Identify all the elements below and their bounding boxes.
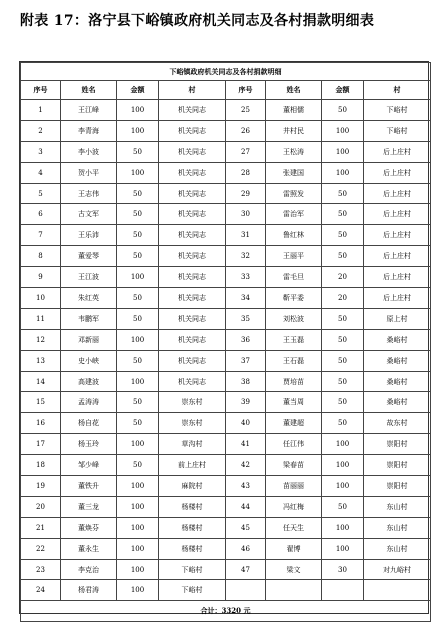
seq-cell: 19 xyxy=(21,476,61,497)
amount-cell: 50 xyxy=(117,141,159,162)
seq-cell: 7 xyxy=(21,225,61,246)
name-cell: 董三龙 xyxy=(61,496,117,517)
name-cell: 任江伟 xyxy=(266,434,322,455)
village-cell: 机关同志 xyxy=(159,350,226,371)
seq-cell: 35 xyxy=(226,308,266,329)
total-cell: 合计：3320 元 xyxy=(21,601,431,622)
amount-cell: 50 xyxy=(322,371,364,392)
amount-cell: 50 xyxy=(322,204,364,225)
seq-cell: 13 xyxy=(21,350,61,371)
amount-cell: 100 xyxy=(117,517,159,538)
amount-header: 金额 xyxy=(322,81,364,100)
name-cell: 王江波 xyxy=(61,267,117,288)
amount-cell: 100 xyxy=(117,476,159,497)
name-cell: 邓新丽 xyxy=(61,329,117,350)
name-cell: 王松涛 xyxy=(266,141,322,162)
name-cell: 董当周 xyxy=(266,392,322,413)
village-cell: 机关同志 xyxy=(159,162,226,183)
seq-header: 序号 xyxy=(21,81,61,100)
village-cell: 机关同志 xyxy=(159,141,226,162)
seq-cell: 1 xyxy=(21,100,61,121)
village-cell: 后上庄村 xyxy=(364,183,431,204)
village-cell: 机关同志 xyxy=(159,120,226,141)
name-cell: 王玉磊 xyxy=(266,329,322,350)
amount-cell: 100 xyxy=(322,120,364,141)
table-caption: 下峪镇政府机关同志及各村捐款明细 xyxy=(21,63,431,81)
amount-cell: 50 xyxy=(117,225,159,246)
seq-cell: 41 xyxy=(226,434,266,455)
name-cell: 雷毛旦 xyxy=(266,267,322,288)
amount-cell: 50 xyxy=(322,413,364,434)
village-cell: 杨楼村 xyxy=(159,538,226,559)
document-title: 附表 17：洛宁县下峪镇政府机关同志及各村捐款明细表 xyxy=(20,13,375,29)
amount-cell: 50 xyxy=(117,392,159,413)
name-cell: 王丽平 xyxy=(266,246,322,267)
name-cell: 梁文 xyxy=(266,559,322,580)
name-cell: 梁春苗 xyxy=(266,455,322,476)
name-cell: 翟博 xyxy=(266,538,322,559)
seq-cell: 21 xyxy=(21,517,61,538)
village-cell: 机关同志 xyxy=(159,183,226,204)
village-cell: 桑峪村 xyxy=(364,371,431,392)
village-cell: 机关同志 xyxy=(159,308,226,329)
table-row xyxy=(21,517,431,538)
seq-cell: 38 xyxy=(226,371,266,392)
village-cell: 崇东村 xyxy=(159,413,226,434)
donation-table-sheet xyxy=(19,61,429,614)
village-cell: 机关同志 xyxy=(159,371,226,392)
amount-cell: 100 xyxy=(117,580,159,601)
seq-cell: 4 xyxy=(21,162,61,183)
seq-cell: 45 xyxy=(226,517,266,538)
village-cell: 杨楼村 xyxy=(159,517,226,538)
seq-cell: 36 xyxy=(226,329,266,350)
seq-cell: 42 xyxy=(226,455,266,476)
village-cell: 故东村 xyxy=(364,413,431,434)
village-cell: 机关同志 xyxy=(159,100,226,121)
seq-cell: 24 xyxy=(21,580,61,601)
village-cell: 崇阳村 xyxy=(364,434,431,455)
village-cell: 前上庄村 xyxy=(159,455,226,476)
seq-cell: 47 xyxy=(226,559,266,580)
seq-cell: 27 xyxy=(226,141,266,162)
seq-cell: 29 xyxy=(226,183,266,204)
name-cell: 史小峡 xyxy=(61,350,117,371)
table-row xyxy=(21,559,431,580)
village-cell: 崇阳村 xyxy=(364,455,431,476)
village-header: 村 xyxy=(159,81,226,100)
amount-cell: 50 xyxy=(322,350,364,371)
village-cell: 崇阳村 xyxy=(364,476,431,497)
amount-cell: 50 xyxy=(322,183,364,204)
village-cell: 后上庄村 xyxy=(364,141,431,162)
table-row xyxy=(21,371,431,392)
seq-cell: 11 xyxy=(21,308,61,329)
name-cell: 杨自花 xyxy=(61,413,117,434)
name-cell: 邹少峰 xyxy=(61,455,117,476)
name-cell: 鲁红林 xyxy=(266,225,322,246)
amount-cell: 50 xyxy=(117,183,159,204)
seq-cell: 34 xyxy=(226,288,266,309)
name-cell: 雷治军 xyxy=(266,204,322,225)
amount-cell: 50 xyxy=(117,350,159,371)
village-cell: 东山村 xyxy=(364,538,431,559)
seq-cell: 31 xyxy=(226,225,266,246)
seq-cell: 43 xyxy=(226,476,266,497)
village-cell: 后上庄村 xyxy=(364,246,431,267)
amount-cell: 50 xyxy=(322,246,364,267)
seq-cell xyxy=(226,580,266,601)
name-cell: 王石磊 xyxy=(266,350,322,371)
seq-cell: 18 xyxy=(21,455,61,476)
seq-cell: 23 xyxy=(21,559,61,580)
name-cell: 王江峰 xyxy=(61,100,117,121)
seq-cell: 17 xyxy=(21,434,61,455)
village-cell: 下峪村 xyxy=(159,559,226,580)
table-row xyxy=(21,392,431,413)
seq-header: 序号 xyxy=(226,81,266,100)
name-cell: 李小波 xyxy=(61,141,117,162)
seq-cell: 25 xyxy=(226,100,266,121)
total-row xyxy=(21,601,431,622)
seq-cell: 6 xyxy=(21,204,61,225)
table-row xyxy=(21,100,431,121)
amount-cell xyxy=(322,580,364,601)
seq-cell: 39 xyxy=(226,392,266,413)
village-cell: 下峪村 xyxy=(364,120,431,141)
amount-header: 金额 xyxy=(117,81,159,100)
seq-cell: 12 xyxy=(21,329,61,350)
seq-cell: 32 xyxy=(226,246,266,267)
amount-cell: 50 xyxy=(117,413,159,434)
village-cell: 后上庄村 xyxy=(364,267,431,288)
name-cell: 贾培苗 xyxy=(266,371,322,392)
table-row xyxy=(21,120,431,141)
village-cell: 机关同志 xyxy=(159,288,226,309)
amount-cell: 100 xyxy=(322,476,364,497)
name-cell: 董爱琴 xyxy=(61,246,117,267)
amount-cell: 100 xyxy=(117,434,159,455)
amount-cell: 50 xyxy=(117,455,159,476)
name-cell xyxy=(266,580,322,601)
table-row xyxy=(21,455,431,476)
village-cell: 下峪村 xyxy=(364,100,431,121)
table-row xyxy=(21,329,431,350)
amount-cell: 50 xyxy=(117,308,159,329)
village-cell xyxy=(364,580,431,601)
amount-cell: 100 xyxy=(322,434,364,455)
name-cell: 贺小平 xyxy=(61,162,117,183)
name-cell: 苗丽丽 xyxy=(266,476,322,497)
name-cell: 冯红梅 xyxy=(266,496,322,517)
seq-cell: 9 xyxy=(21,267,61,288)
amount-cell: 50 xyxy=(322,225,364,246)
seq-cell: 3 xyxy=(21,141,61,162)
table-header-row xyxy=(21,81,431,100)
name-cell: 井村民 xyxy=(266,120,322,141)
name-cell: 董相儒 xyxy=(266,100,322,121)
seq-cell: 30 xyxy=(226,204,266,225)
table-row xyxy=(21,162,431,183)
table-row xyxy=(21,288,431,309)
name-cell: 任天生 xyxy=(266,517,322,538)
village-cell: 机关同志 xyxy=(159,246,226,267)
table-row xyxy=(21,204,431,225)
name-cell: 李青海 xyxy=(61,120,117,141)
seq-cell: 15 xyxy=(21,392,61,413)
amount-cell: 100 xyxy=(117,120,159,141)
amount-cell: 100 xyxy=(322,538,364,559)
table-row xyxy=(21,413,431,434)
seq-cell: 22 xyxy=(21,538,61,559)
amount-cell: 100 xyxy=(117,100,159,121)
amount-cell: 50 xyxy=(322,100,364,121)
amount-cell: 50 xyxy=(322,308,364,329)
amount-cell: 100 xyxy=(117,162,159,183)
village-cell: 后上庄村 xyxy=(364,204,431,225)
amount-cell: 100 xyxy=(322,455,364,476)
amount-cell: 100 xyxy=(322,141,364,162)
table-row xyxy=(21,476,431,497)
name-cell: 李克治 xyxy=(61,559,117,580)
table-row xyxy=(21,538,431,559)
village-cell: 桑峪村 xyxy=(364,350,431,371)
village-header: 村 xyxy=(364,81,431,100)
name-cell: 董焕芬 xyxy=(61,517,117,538)
seq-cell: 8 xyxy=(21,246,61,267)
village-cell: 杨楼村 xyxy=(159,496,226,517)
name-cell: 雷照发 xyxy=(266,183,322,204)
table-row xyxy=(21,434,431,455)
village-cell: 对九峪村 xyxy=(364,559,431,580)
seq-cell: 46 xyxy=(226,538,266,559)
amount-cell: 100 xyxy=(117,371,159,392)
table-row xyxy=(21,183,431,204)
amount-cell: 50 xyxy=(322,329,364,350)
village-cell: 东山村 xyxy=(364,517,431,538)
table-row xyxy=(21,225,431,246)
seq-cell: 33 xyxy=(226,267,266,288)
table-row xyxy=(21,246,431,267)
amount-cell: 100 xyxy=(322,162,364,183)
name-cell: 张建国 xyxy=(266,162,322,183)
amount-cell: 50 xyxy=(322,392,364,413)
name-cell: 韦鹏军 xyxy=(61,308,117,329)
village-cell: 桑峪村 xyxy=(364,392,431,413)
village-cell: 机关同志 xyxy=(159,329,226,350)
name-cell: 董铁升 xyxy=(61,476,117,497)
village-cell: 原上村 xyxy=(364,308,431,329)
village-cell: 崇东村 xyxy=(159,392,226,413)
village-cell: 机关同志 xyxy=(159,267,226,288)
name-cell: 董永生 xyxy=(61,538,117,559)
name-cell: 孟涛涛 xyxy=(61,392,117,413)
amount-cell: 50 xyxy=(117,288,159,309)
amount-cell: 100 xyxy=(117,267,159,288)
name-cell: 董建超 xyxy=(266,413,322,434)
name-cell: 朱红英 xyxy=(61,288,117,309)
name-cell: 高建波 xyxy=(61,371,117,392)
seq-cell: 37 xyxy=(226,350,266,371)
amount-cell: 100 xyxy=(322,517,364,538)
seq-cell: 26 xyxy=(226,120,266,141)
amount-cell: 20 xyxy=(322,267,364,288)
seq-cell: 10 xyxy=(21,288,61,309)
village-cell: 后上庄村 xyxy=(364,288,431,309)
amount-cell: 20 xyxy=(322,288,364,309)
village-cell: 机关同志 xyxy=(159,225,226,246)
amount-cell: 100 xyxy=(117,559,159,580)
seq-cell: 2 xyxy=(21,120,61,141)
village-cell: 东山村 xyxy=(364,496,431,517)
name-header: 姓名 xyxy=(61,81,117,100)
table-row xyxy=(21,580,431,601)
amount-cell: 50 xyxy=(117,246,159,267)
donation-table xyxy=(20,62,431,622)
amount-cell: 30 xyxy=(322,559,364,580)
table-row xyxy=(21,350,431,371)
amount-cell: 50 xyxy=(117,204,159,225)
amount-cell: 100 xyxy=(117,496,159,517)
name-cell: 王乐沛 xyxy=(61,225,117,246)
name-header: 姓名 xyxy=(266,81,322,100)
name-cell: 靳平委 xyxy=(266,288,322,309)
table-row xyxy=(21,141,431,162)
name-cell: 杨君涛 xyxy=(61,580,117,601)
seq-cell: 44 xyxy=(226,496,266,517)
seq-cell: 5 xyxy=(21,183,61,204)
seq-cell: 16 xyxy=(21,413,61,434)
name-cell: 杨玉玲 xyxy=(61,434,117,455)
village-cell: 草沟村 xyxy=(159,434,226,455)
seq-cell: 14 xyxy=(21,371,61,392)
village-cell: 麻院村 xyxy=(159,476,226,497)
seq-cell: 28 xyxy=(226,162,266,183)
village-cell: 下峪村 xyxy=(159,580,226,601)
village-cell: 桑峪村 xyxy=(364,329,431,350)
amount-cell: 100 xyxy=(117,538,159,559)
village-cell: 后上庄村 xyxy=(364,162,431,183)
amount-cell: 100 xyxy=(117,329,159,350)
name-cell: 古文军 xyxy=(61,204,117,225)
table-row xyxy=(21,308,431,329)
village-cell: 机关同志 xyxy=(159,204,226,225)
village-cell: 后上庄村 xyxy=(364,225,431,246)
table-row xyxy=(21,267,431,288)
table-row xyxy=(21,496,431,517)
name-cell: 刘松波 xyxy=(266,308,322,329)
seq-cell: 40 xyxy=(226,413,266,434)
amount-cell: 50 xyxy=(322,496,364,517)
seq-cell: 20 xyxy=(21,496,61,517)
name-cell: 王志伟 xyxy=(61,183,117,204)
